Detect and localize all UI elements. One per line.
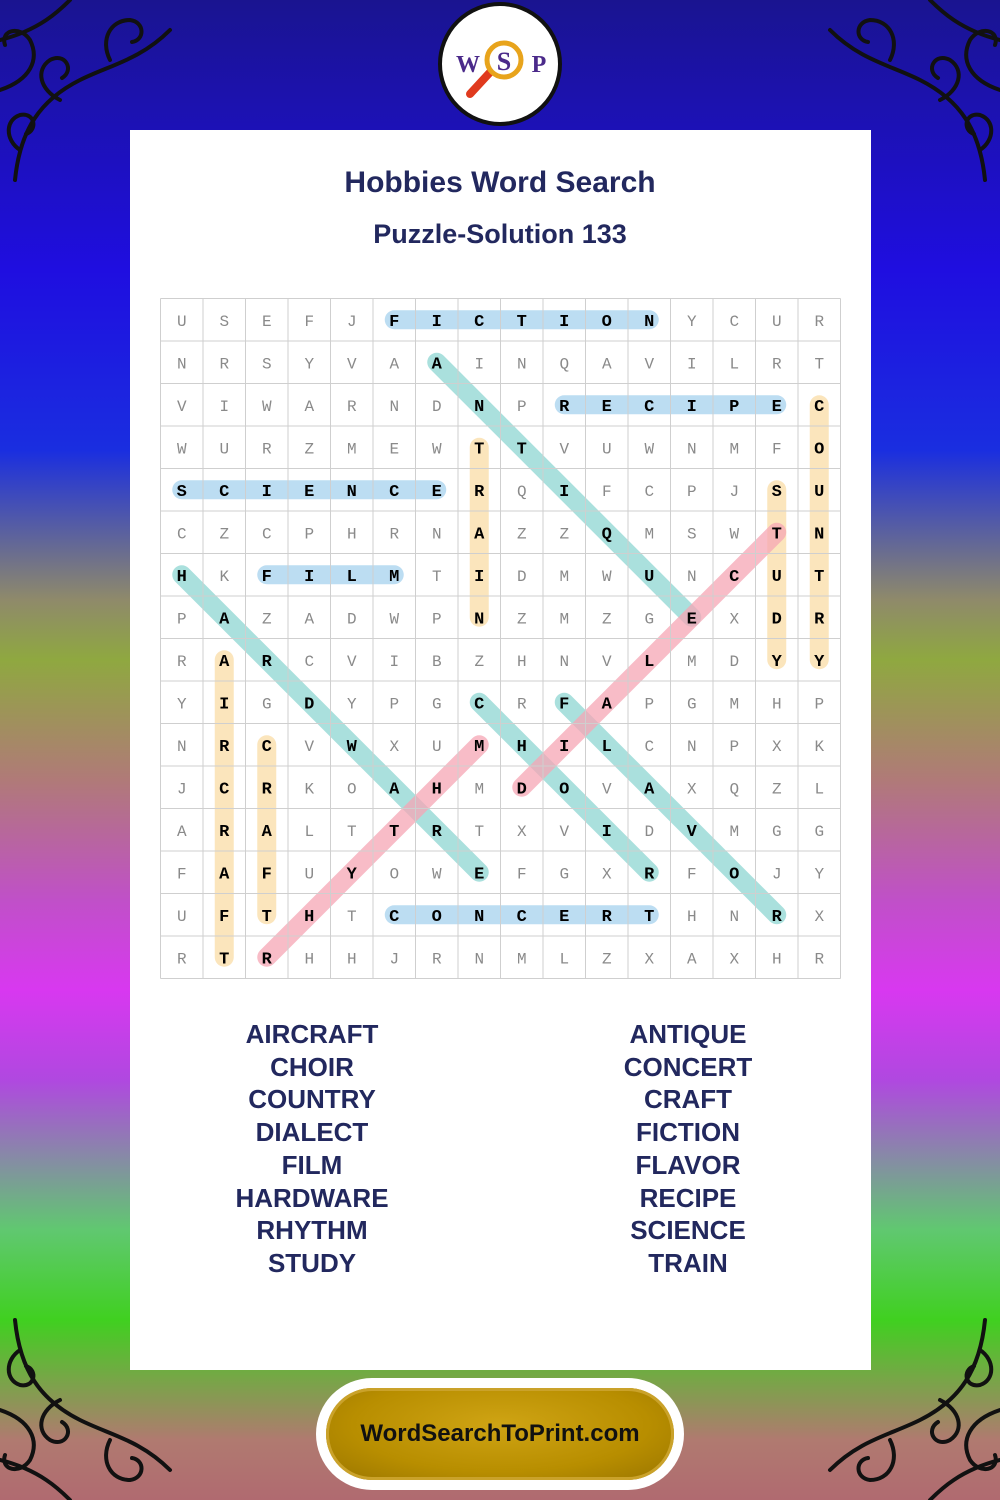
grid-cell-letter[interactable]: D (516, 780, 527, 800)
grid-cell-letter[interactable]: S (261, 355, 272, 374)
grid-cell-letter[interactable]: I (601, 822, 612, 842)
grid-cell-letter[interactable]: Q (516, 482, 527, 501)
grid-cell-letter[interactable]: F (261, 567, 272, 587)
grid-cell-letter[interactable]: Z (516, 525, 527, 544)
grid-cell-letter[interactable]: C (644, 397, 655, 417)
grid-cell-letter[interactable]: H (304, 950, 315, 969)
word-list-item: TRAIN (648, 1247, 728, 1278)
grid-cell-letter[interactable]: I (389, 652, 400, 671)
grid-cell-letter[interactable]: C (219, 482, 230, 502)
grid-cell-letter[interactable]: W (644, 440, 655, 459)
grid-cell-letter[interactable]: H (516, 737, 527, 757)
grid-cell-letter[interactable]: F (559, 695, 570, 715)
grid-cell-letter[interactable]: J (771, 865, 782, 884)
grid-cell-letter[interactable]: Z (601, 950, 612, 969)
grid-cell-letter[interactable]: L (644, 652, 655, 672)
grid-cell-letter[interactable]: M (729, 695, 740, 714)
grid-cell-letter[interactable]: A (219, 652, 230, 672)
grid-cell-letter[interactable]: M (474, 737, 485, 757)
word-list-item: COUNTRY (248, 1084, 376, 1115)
grid-cell-letter[interactable]: K (304, 780, 315, 799)
grid-cell-letter[interactable]: E (771, 397, 782, 417)
grid-cell-letter[interactable]: L (814, 780, 825, 799)
grid-cell-letter[interactable]: T (644, 907, 655, 927)
grid-cell-letter[interactable]: I (559, 482, 570, 502)
word-list-item: SCIENCE (630, 1215, 746, 1246)
grid-cell-letter[interactable]: E (474, 865, 485, 885)
word-list-item: FICTION (636, 1117, 740, 1148)
grid-cell-letter[interactable]: H (346, 950, 357, 969)
grid-cell-letter[interactable]: M (729, 440, 740, 459)
grid-cell-letter[interactable]: R (814, 610, 825, 630)
grid-cell-letter[interactable]: K (814, 737, 825, 756)
grid-cell-letter[interactable]: R (601, 907, 612, 927)
grid-cell-letter[interactable]: N (644, 312, 655, 332)
grid-cell-letter[interactable]: Z (771, 780, 782, 799)
grid-cell-letter[interactable]: R (431, 822, 442, 842)
grid-cell-letter[interactable]: F (219, 907, 230, 927)
grid-cell-letter[interactable]: O (346, 780, 357, 799)
grid-cell-letter[interactable]: R (176, 652, 187, 671)
grid-cell-letter[interactable]: Z (559, 525, 570, 544)
grid-cell-letter[interactable]: D (771, 610, 782, 630)
grid-cell-letter[interactable]: H (431, 780, 442, 800)
grid-cell-letter[interactable]: N (686, 567, 697, 586)
grid-cell-letter[interactable]: A (304, 397, 315, 416)
grid-cell-letter[interactable]: O (431, 907, 442, 927)
word-list-item: RHYTHM (256, 1215, 368, 1246)
grid-cell-letter[interactable]: A (261, 822, 272, 842)
grid-cell-letter[interactable]: W (431, 865, 442, 884)
grid-cell-letter[interactable]: A (644, 780, 655, 800)
grid-cell-letter[interactable]: N (474, 397, 485, 417)
grid-cell-letter[interactable]: R (261, 950, 272, 970)
grid-cell-letter[interactable]: R (219, 355, 230, 374)
grid-cell-letter[interactable]: G (431, 695, 442, 714)
grid-cell-letter[interactable]: P (431, 610, 442, 629)
grid-cell-letter[interactable]: T (346, 822, 357, 841)
grid-cell-letter[interactable]: P (686, 482, 697, 501)
grid-cell-letter[interactable]: U (304, 865, 315, 884)
grid-cell-letter[interactable]: I (219, 397, 230, 416)
grid-cell-letter[interactable]: H (771, 695, 782, 714)
grid-cell-letter[interactable]: U (176, 907, 187, 926)
grid-cell-letter[interactable]: V (176, 397, 187, 416)
grid-cell-letter[interactable]: T (474, 822, 485, 841)
word-list-item: AIRCRAFT (245, 1019, 379, 1049)
grid-cell-letter[interactable]: D (729, 652, 740, 671)
word-list-item: HARDWARE (235, 1182, 389, 1213)
grid-cell-letter[interactable]: P (304, 525, 315, 544)
grid-cell-letter[interactable]: T (516, 312, 527, 332)
grid-cell-letter[interactable]: R (644, 865, 655, 885)
grid-cell-letter[interactable]: R (516, 695, 527, 714)
grid-cell-letter[interactable]: N (431, 525, 442, 544)
grid-cell-letter[interactable]: E (431, 482, 442, 502)
grid-cell-letter[interactable]: Y (686, 312, 697, 331)
grid-cell-letter[interactable]: R (814, 950, 825, 969)
grid-cell-letter[interactable]: H (516, 652, 527, 671)
grid-cell-letter[interactable]: T (389, 822, 400, 842)
grid-cell-letter[interactable]: C (389, 482, 400, 502)
grid-cell-letter[interactable]: N (814, 525, 825, 545)
grid-cell-letter[interactable]: S (686, 525, 697, 544)
grid-cell-letter[interactable]: V (559, 822, 570, 841)
grid-cell-letter[interactable]: S (219, 312, 230, 331)
grid-cell-letter[interactable]: Q (601, 525, 612, 545)
grid-cell-letter[interactable]: E (261, 312, 272, 331)
grid-cell-letter[interactable]: A (389, 355, 400, 374)
grid-cell-letter[interactable]: P (729, 397, 740, 417)
word-search-grid[interactable] (160, 298, 841, 979)
grid-cell-letter[interactable]: F (601, 482, 612, 501)
grid-cell-letter[interactable]: C (219, 780, 230, 800)
grid-cell-letter[interactable]: T (346, 907, 357, 926)
grid-cell-letter[interactable]: Z (601, 610, 612, 629)
grid-cell-letter[interactable]: K (219, 567, 230, 586)
grid-cell-letter[interactable]: J (176, 780, 187, 799)
grid-cell-letter[interactable]: R (261, 440, 272, 459)
grid-cell-letter[interactable]: I (686, 355, 697, 374)
grid-cell-letter[interactable]: D (346, 610, 357, 629)
grid-cell-letter[interactable]: R (176, 950, 187, 969)
grid-cell-letter[interactable]: X (644, 950, 655, 969)
website-link-button[interactable] (326, 1388, 674, 1480)
grid-cell-letter[interactable]: R (261, 652, 272, 672)
grid-cell-letter[interactable]: W (261, 397, 272, 416)
grid-cell-letter[interactable]: V (601, 780, 612, 799)
grid-cell-letter[interactable]: V (686, 822, 697, 842)
grid-cell-letter[interactable]: G (644, 610, 655, 629)
grid-cell-letter[interactable]: Z (474, 652, 485, 671)
grid-cell-letter[interactable]: G (814, 822, 825, 841)
grid-cell-letter[interactable]: C (474, 695, 485, 715)
grid-cell-letter[interactable]: O (559, 780, 570, 800)
grid-cell-letter[interactable]: G (771, 822, 782, 841)
grid-cell-letter[interactable]: F (516, 865, 527, 884)
grid-cell-letter[interactable]: V (304, 737, 315, 756)
grid-cell-letter[interactable]: E (389, 440, 400, 459)
grid-cell-letter[interactable]: X (516, 822, 527, 841)
word-list-item: CRAFT (643, 1084, 733, 1115)
grid-cell-letter[interactable]: W (389, 610, 400, 629)
grid-cell-letter[interactable]: H (771, 950, 782, 969)
grid-cell-letter[interactable]: S (176, 482, 187, 502)
grid-cell-letter[interactable]: N (176, 355, 187, 374)
grid-cell-letter[interactable]: V (559, 440, 570, 459)
grid-cell-letter[interactable]: A (686, 950, 697, 969)
grid-cell-letter[interactable]: X (729, 950, 740, 969)
grid-cell-letter[interactable]: C (516, 907, 527, 927)
grid-cell-letter[interactable]: U (771, 567, 782, 587)
grid-cell-letter[interactable]: N (516, 355, 527, 374)
grid-cell-letter[interactable]: U (219, 440, 230, 459)
grid-cell-letter[interactable]: E (559, 907, 570, 927)
grid-cell-letter[interactable]: I (304, 567, 315, 587)
grid-cell-letter[interactable]: Y (304, 355, 315, 374)
grid-cell-letter[interactable]: O (601, 312, 612, 332)
grid-cell-letter[interactable]: N (346, 482, 357, 502)
grid-cell-letter[interactable]: Y (771, 652, 782, 672)
grid-cell-letter[interactable]: X (389, 737, 400, 756)
logo[interactable] (438, 2, 562, 126)
grid-cell-letter[interactable]: L (346, 567, 357, 587)
grid-cell-letter[interactable]: F (261, 865, 272, 885)
grid-cell-letter[interactable]: Q (729, 780, 740, 799)
grid-cell-letter[interactable]: A (601, 355, 612, 374)
grid-cell-letter[interactable]: C (474, 312, 485, 332)
magnifier-icon (442, 6, 558, 122)
grid-cell-letter[interactable]: Z (516, 610, 527, 629)
grid-cell-letter[interactable]: D (644, 822, 655, 841)
grid-cell-letter[interactable]: J (389, 950, 400, 969)
grid-cell-letter[interactable]: O (389, 865, 400, 884)
grid-cell-letter[interactable]: J (729, 482, 740, 501)
grid-cell-letter[interactable]: V (601, 652, 612, 671)
grid-cell-letter[interactable]: Y (346, 865, 357, 885)
word-list-item: RECIPE (639, 1182, 737, 1213)
grid-cell-letter[interactable]: F (771, 440, 782, 459)
website-link-label: WordSearchToPrint.com (360, 1420, 640, 1447)
grid-cell-letter[interactable]: G (559, 865, 570, 884)
grid-cell-letter[interactable]: Q (559, 355, 570, 374)
grid-cell-letter[interactable]: H (686, 907, 697, 926)
word-list-item: CONCERT (623, 1051, 753, 1082)
grid-cell-letter[interactable]: Z (219, 525, 230, 544)
grid-cell-letter[interactable]: N (474, 610, 485, 630)
grid-cell-letter[interactable]: I (474, 355, 485, 374)
grid-cell-letter[interactable]: A (176, 822, 187, 841)
grid-cell-letter[interactable]: S (771, 482, 782, 502)
grid-cell-letter[interactable]: Y (346, 695, 357, 714)
grid-cell-letter[interactable]: M (559, 610, 570, 629)
grid-cell-letter[interactable]: A (389, 780, 400, 800)
grid-cell-letter[interactable]: T (516, 440, 527, 460)
grid-cell-letter[interactable]: C (729, 312, 740, 331)
grid-cell-letter[interactable]: U (771, 312, 782, 331)
grid-cell-letter[interactable]: U (176, 312, 187, 331)
logo-letter-s: S (496, 47, 512, 76)
grid-cell-letter[interactable]: C (261, 525, 272, 544)
grid-cell-letter[interactable]: I (261, 482, 272, 502)
logo-letter-w: W (456, 52, 480, 78)
grid-cell-letter[interactable]: A (474, 525, 485, 545)
grid-cell-letter[interactable]: M (559, 567, 570, 586)
grid-cell-letter[interactable]: M (389, 567, 400, 587)
grid-cell-letter[interactable]: I (559, 312, 570, 332)
grid-cell-letter[interactable]: R (771, 907, 782, 927)
grid-cell-letter[interactable]: R (219, 737, 230, 757)
grid-cell-letter[interactable]: F (686, 865, 697, 884)
word-list-item: FILM (281, 1149, 343, 1180)
grid-cell-letter[interactable]: A (601, 695, 612, 715)
grid-cell-letter[interactable]: M (516, 950, 527, 969)
grid-cell-letter[interactable]: N (559, 652, 570, 671)
grid-cell-letter[interactable]: X (729, 610, 740, 629)
grid-cell-letter[interactable]: U (644, 567, 655, 587)
grid-cell-letter[interactable]: X (686, 780, 697, 799)
word-list-item: ANTIQUE (629, 1019, 747, 1049)
grid-cell-letter[interactable]: V (346, 355, 357, 374)
grid-cell-letter[interactable]: N (686, 440, 697, 459)
grid-cell-letter[interactable]: J (346, 312, 357, 331)
grid-cell-letter[interactable]: T (814, 355, 825, 374)
grid-cell-letter[interactable]: M (686, 652, 697, 671)
grid-cell-letter[interactable]: F (389, 312, 400, 332)
grid-cell-letter[interactable]: L (729, 355, 740, 374)
grid-cell-letter[interactable]: I (559, 737, 570, 757)
grid-cell-letter[interactable]: N (474, 950, 485, 969)
grid-cell-letter[interactable]: C (644, 482, 655, 501)
grid-cell-letter[interactable]: L (559, 950, 570, 969)
grid-cell-letter[interactable]: W (601, 567, 612, 586)
grid-cell-letter[interactable]: F (304, 312, 315, 331)
grid-cell-letter[interactable]: O (814, 440, 825, 460)
grid-cell-letter[interactable]: N (176, 737, 187, 756)
grid-cell-letter[interactable]: E (686, 610, 697, 630)
grid-cell-letter[interactable]: U (601, 440, 612, 459)
grid-cell-letter[interactable]: M (729, 822, 740, 841)
grid-cell-letter[interactable]: Y (814, 652, 825, 672)
page-subtitle: Puzzle-Solution 133 (373, 219, 627, 249)
grid-cell-letter[interactable]: M (346, 440, 357, 459)
grid-cell-letter[interactable]: H (176, 567, 187, 587)
grid-cell-letter[interactable]: I (686, 397, 697, 417)
grid-cell-letter[interactable]: V (644, 355, 655, 374)
grid-cell-letter[interactable]: P (814, 695, 825, 714)
grid-cell-letter[interactable]: L (304, 822, 315, 841)
grid-cell-letter[interactable]: R (559, 397, 570, 417)
word-list-right (538, 1018, 838, 1280)
grid-cell-letter[interactable]: T (771, 525, 782, 545)
grid-cell-letter[interactable]: W (346, 737, 357, 757)
grid-cell-letter[interactable]: X (814, 907, 825, 926)
grid-cell-letter[interactable]: R (389, 525, 400, 544)
grid-cell-letter[interactable]: R (431, 950, 442, 969)
grid-cell-letter[interactable]: W (431, 440, 442, 459)
grid-cell-letter[interactable]: T (431, 567, 442, 586)
grid-cell-letter[interactable]: M (644, 525, 655, 544)
grid-cell-letter[interactable]: W (176, 440, 187, 459)
grid-cell-letter[interactable]: N (474, 907, 485, 927)
grid-cell-letter[interactable]: R (771, 355, 782, 374)
grid-cell-letter[interactable]: D (516, 567, 527, 586)
grid-cell-letter[interactable]: R (261, 780, 272, 800)
grid-cell-letter[interactable]: H (346, 525, 357, 544)
grid-cell-letter[interactable]: C (304, 652, 315, 671)
logo-letter-p: P (531, 52, 547, 78)
page-title: Hobbies Word Search (344, 166, 656, 199)
grid-cell-letter[interactable]: Z (304, 440, 315, 459)
grid-cell-letter[interactable]: N (729, 907, 740, 926)
grid-cell-letter[interactable]: T (814, 567, 825, 587)
grid-cell-letter[interactable]: C (261, 737, 272, 757)
word-list-item: DIALECT (255, 1117, 369, 1148)
grid-cell-letter[interactable]: U (814, 482, 825, 502)
grid-cell-letter[interactable]: D (431, 397, 442, 416)
grid-cell-letter[interactable]: I (219, 695, 230, 715)
grid-cell-letter[interactable]: C (814, 397, 825, 417)
grid-cell-letter[interactable]: X (601, 865, 612, 884)
grid-cell-letter[interactable]: Y (814, 865, 825, 884)
grid-cell-letter[interactable]: R (346, 397, 357, 416)
grid-cell-letter[interactable]: T (474, 440, 485, 460)
grid-cell-letter[interactable]: B (431, 652, 442, 671)
word-list-left (162, 1018, 462, 1280)
grid-cell-letter[interactable]: L (601, 737, 612, 757)
grid-cell-letter[interactable]: M (474, 780, 485, 799)
grid-cell-letter[interactable]: I (474, 567, 485, 587)
word-list-item: CHOIR (270, 1051, 354, 1082)
grid-cell-letter[interactable]: G (686, 695, 697, 714)
grid-cell-letter[interactable]: A (219, 865, 230, 885)
grid-cell-letter[interactable]: N (686, 737, 697, 756)
grid-cell-letter[interactable]: P (389, 695, 400, 714)
grid-cell-letter[interactable]: D (304, 695, 315, 715)
grid-cell-letter[interactable]: O (729, 865, 740, 885)
grid-cell-letter[interactable]: Y (176, 695, 187, 714)
word-list-item: FLAVOR (635, 1149, 741, 1180)
grid-cell-letter[interactable]: U (431, 737, 442, 756)
grid-cell-letter[interactable]: G (261, 695, 272, 714)
grid-cell-letter[interactable]: W (729, 525, 740, 544)
grid-cell-letter[interactable]: X (771, 737, 782, 756)
grid-cell-letter[interactable]: R (474, 482, 485, 502)
grid-cell-letter[interactable]: H (304, 907, 315, 927)
grid-cell-letter[interactable]: P (729, 737, 740, 756)
grid-cell-letter[interactable]: T (219, 950, 230, 970)
grid-cell-letter[interactable]: E (601, 397, 612, 417)
grid-cell-letter[interactable]: P (644, 695, 655, 714)
grid-cell-letter[interactable]: C (644, 737, 655, 756)
grid-cell-letter[interactable]: Z (261, 610, 272, 629)
grid-cell-letter[interactable]: A (219, 610, 230, 630)
grid-cell-letter[interactable]: P (176, 610, 187, 629)
grid-cell-letter[interactable]: R (219, 822, 230, 842)
grid-cell-letter[interactable]: N (389, 397, 400, 416)
grid-cell-letter[interactable]: P (516, 397, 527, 416)
grid-cell-letter[interactable]: I (431, 312, 442, 332)
grid-cell-letter[interactable]: V (346, 652, 357, 671)
grid-cell-letter[interactable]: F (176, 865, 187, 884)
grid-cell-letter[interactable]: R (814, 312, 825, 331)
word-list-item: STUDY (267, 1247, 357, 1278)
grid-cell-letter[interactable]: C (729, 567, 740, 587)
grid-cell-letter[interactable]: C (176, 525, 187, 544)
grid-cell-letter[interactable]: T (261, 907, 272, 927)
grid-cell-letter[interactable]: A (304, 610, 315, 629)
grid-cell-letter[interactable]: C (389, 907, 400, 927)
grid-cell-letter[interactable]: A (431, 355, 442, 375)
grid-cell-letter[interactable]: E (304, 482, 315, 502)
